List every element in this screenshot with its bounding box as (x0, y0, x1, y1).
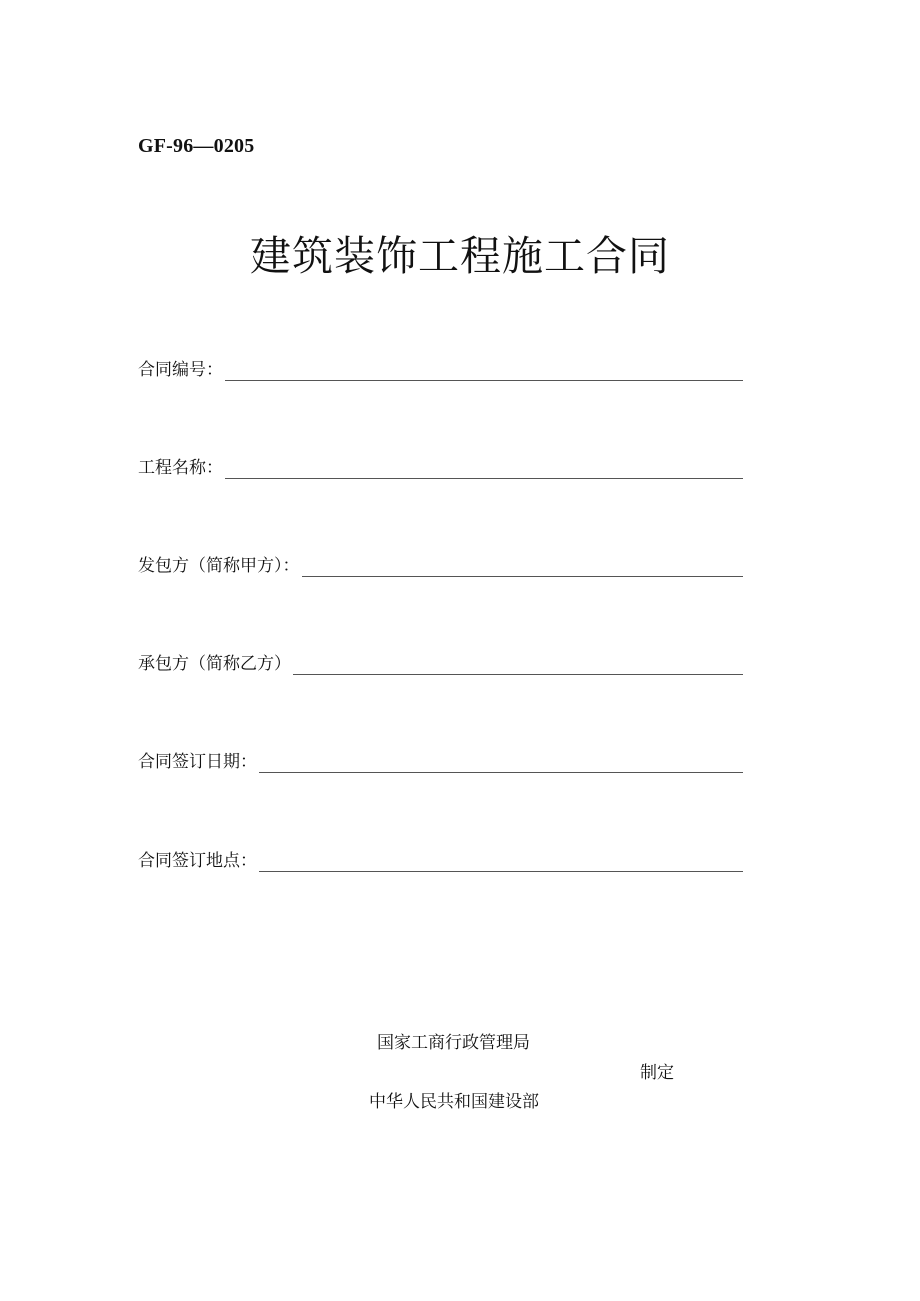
field-signing-place (138, 845, 743, 873)
field-party-a (138, 550, 743, 578)
field-contract-number (138, 354, 743, 382)
blank-line[interactable] (225, 458, 743, 479)
issuer-ministry-of-construction: 中华人民共和国建设部 (369, 1092, 539, 1112)
issuer-saic: 国家工商行政管理局 (377, 1033, 530, 1053)
blank-line[interactable] (293, 654, 743, 675)
blank-line[interactable] (259, 851, 743, 872)
field-signing-date (138, 746, 743, 774)
blank-line[interactable] (259, 752, 743, 773)
field-party-b (138, 648, 743, 676)
field-label: 承包方（简称乙方） (138, 654, 291, 674)
field-label: 合同编号： (138, 360, 223, 380)
field-label: 发包方（简称甲方）： (138, 556, 300, 576)
blank-line[interactable] (302, 556, 744, 577)
blank-line[interactable] (225, 360, 743, 381)
field-project-name (138, 452, 743, 480)
document-code: GF-96—0205 (138, 135, 255, 157)
field-label: 工程名称： (138, 458, 223, 478)
field-label: 合同签订日期： (138, 752, 257, 772)
field-label: 合同签订地点： (138, 851, 257, 871)
document-title: 建筑装饰工程施工合同 (250, 232, 670, 280)
issued-label: 制定 (640, 1063, 674, 1083)
